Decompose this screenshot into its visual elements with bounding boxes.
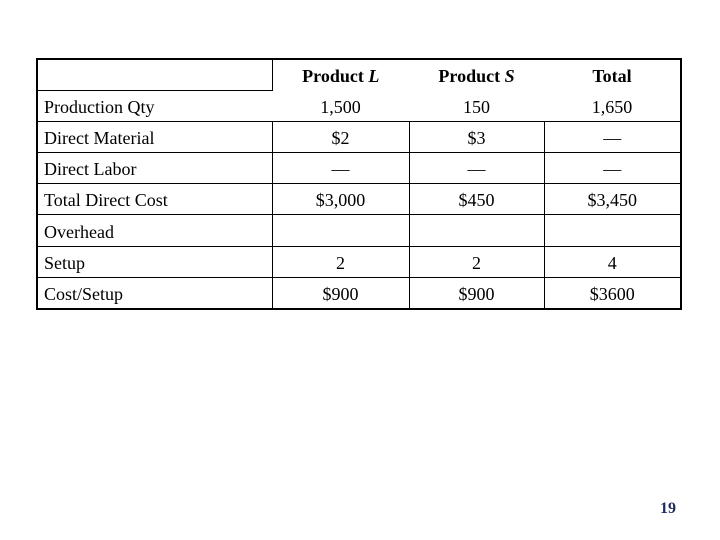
row-label-cost-setup: Cost/Setup bbox=[37, 277, 272, 308]
table-row bbox=[37, 277, 681, 308]
table-row bbox=[37, 153, 681, 184]
cell-value: $3600 bbox=[544, 277, 681, 308]
table-row bbox=[37, 121, 681, 152]
cell-value bbox=[272, 215, 409, 246]
cell-value: 1,500 bbox=[320, 96, 361, 117]
table-row bbox=[37, 90, 681, 121]
cost-table bbox=[36, 58, 682, 310]
cell-value: $900 bbox=[409, 277, 544, 308]
cell-value: $3 bbox=[409, 121, 544, 152]
header-product-s: Product S bbox=[438, 66, 515, 87]
cell-value: $900 bbox=[272, 277, 409, 308]
row-label-setup: Setup bbox=[37, 246, 272, 277]
header-total: Total bbox=[592, 66, 632, 87]
row-label-direct-labor: Direct Labor bbox=[37, 153, 272, 184]
cell-value: — bbox=[544, 121, 681, 152]
row-label-total-direct-cost: Total Direct Cost bbox=[37, 184, 272, 215]
header-product-l: Product L bbox=[302, 66, 380, 87]
cell-value: $3,450 bbox=[544, 184, 681, 215]
cell-value: — bbox=[272, 153, 409, 184]
cell-value bbox=[544, 215, 681, 246]
cell-value: — bbox=[544, 153, 681, 184]
row-label-direct-material: Direct Material bbox=[37, 121, 272, 152]
table-row bbox=[37, 184, 681, 215]
cell-value: $450 bbox=[409, 184, 544, 215]
table-row bbox=[37, 215, 681, 246]
cell-value bbox=[409, 215, 544, 246]
cell-value: $2 bbox=[272, 121, 409, 152]
cell-value: 1,650 bbox=[591, 96, 633, 117]
row-label-production-qty: Production Qty bbox=[44, 96, 155, 117]
cell-value: 2 bbox=[272, 246, 409, 277]
cell-value: — bbox=[409, 153, 544, 184]
row-label-overhead: Overhead bbox=[37, 215, 272, 246]
header-blank-cell bbox=[37, 59, 272, 90]
cell-value: 150 bbox=[463, 96, 490, 117]
page-number: 19 bbox=[660, 500, 676, 517]
table-row bbox=[37, 246, 681, 277]
cell-value: 4 bbox=[544, 246, 681, 277]
table-header-row bbox=[37, 59, 681, 90]
cell-value: $3,000 bbox=[272, 184, 409, 215]
cell-value: 2 bbox=[409, 246, 544, 277]
